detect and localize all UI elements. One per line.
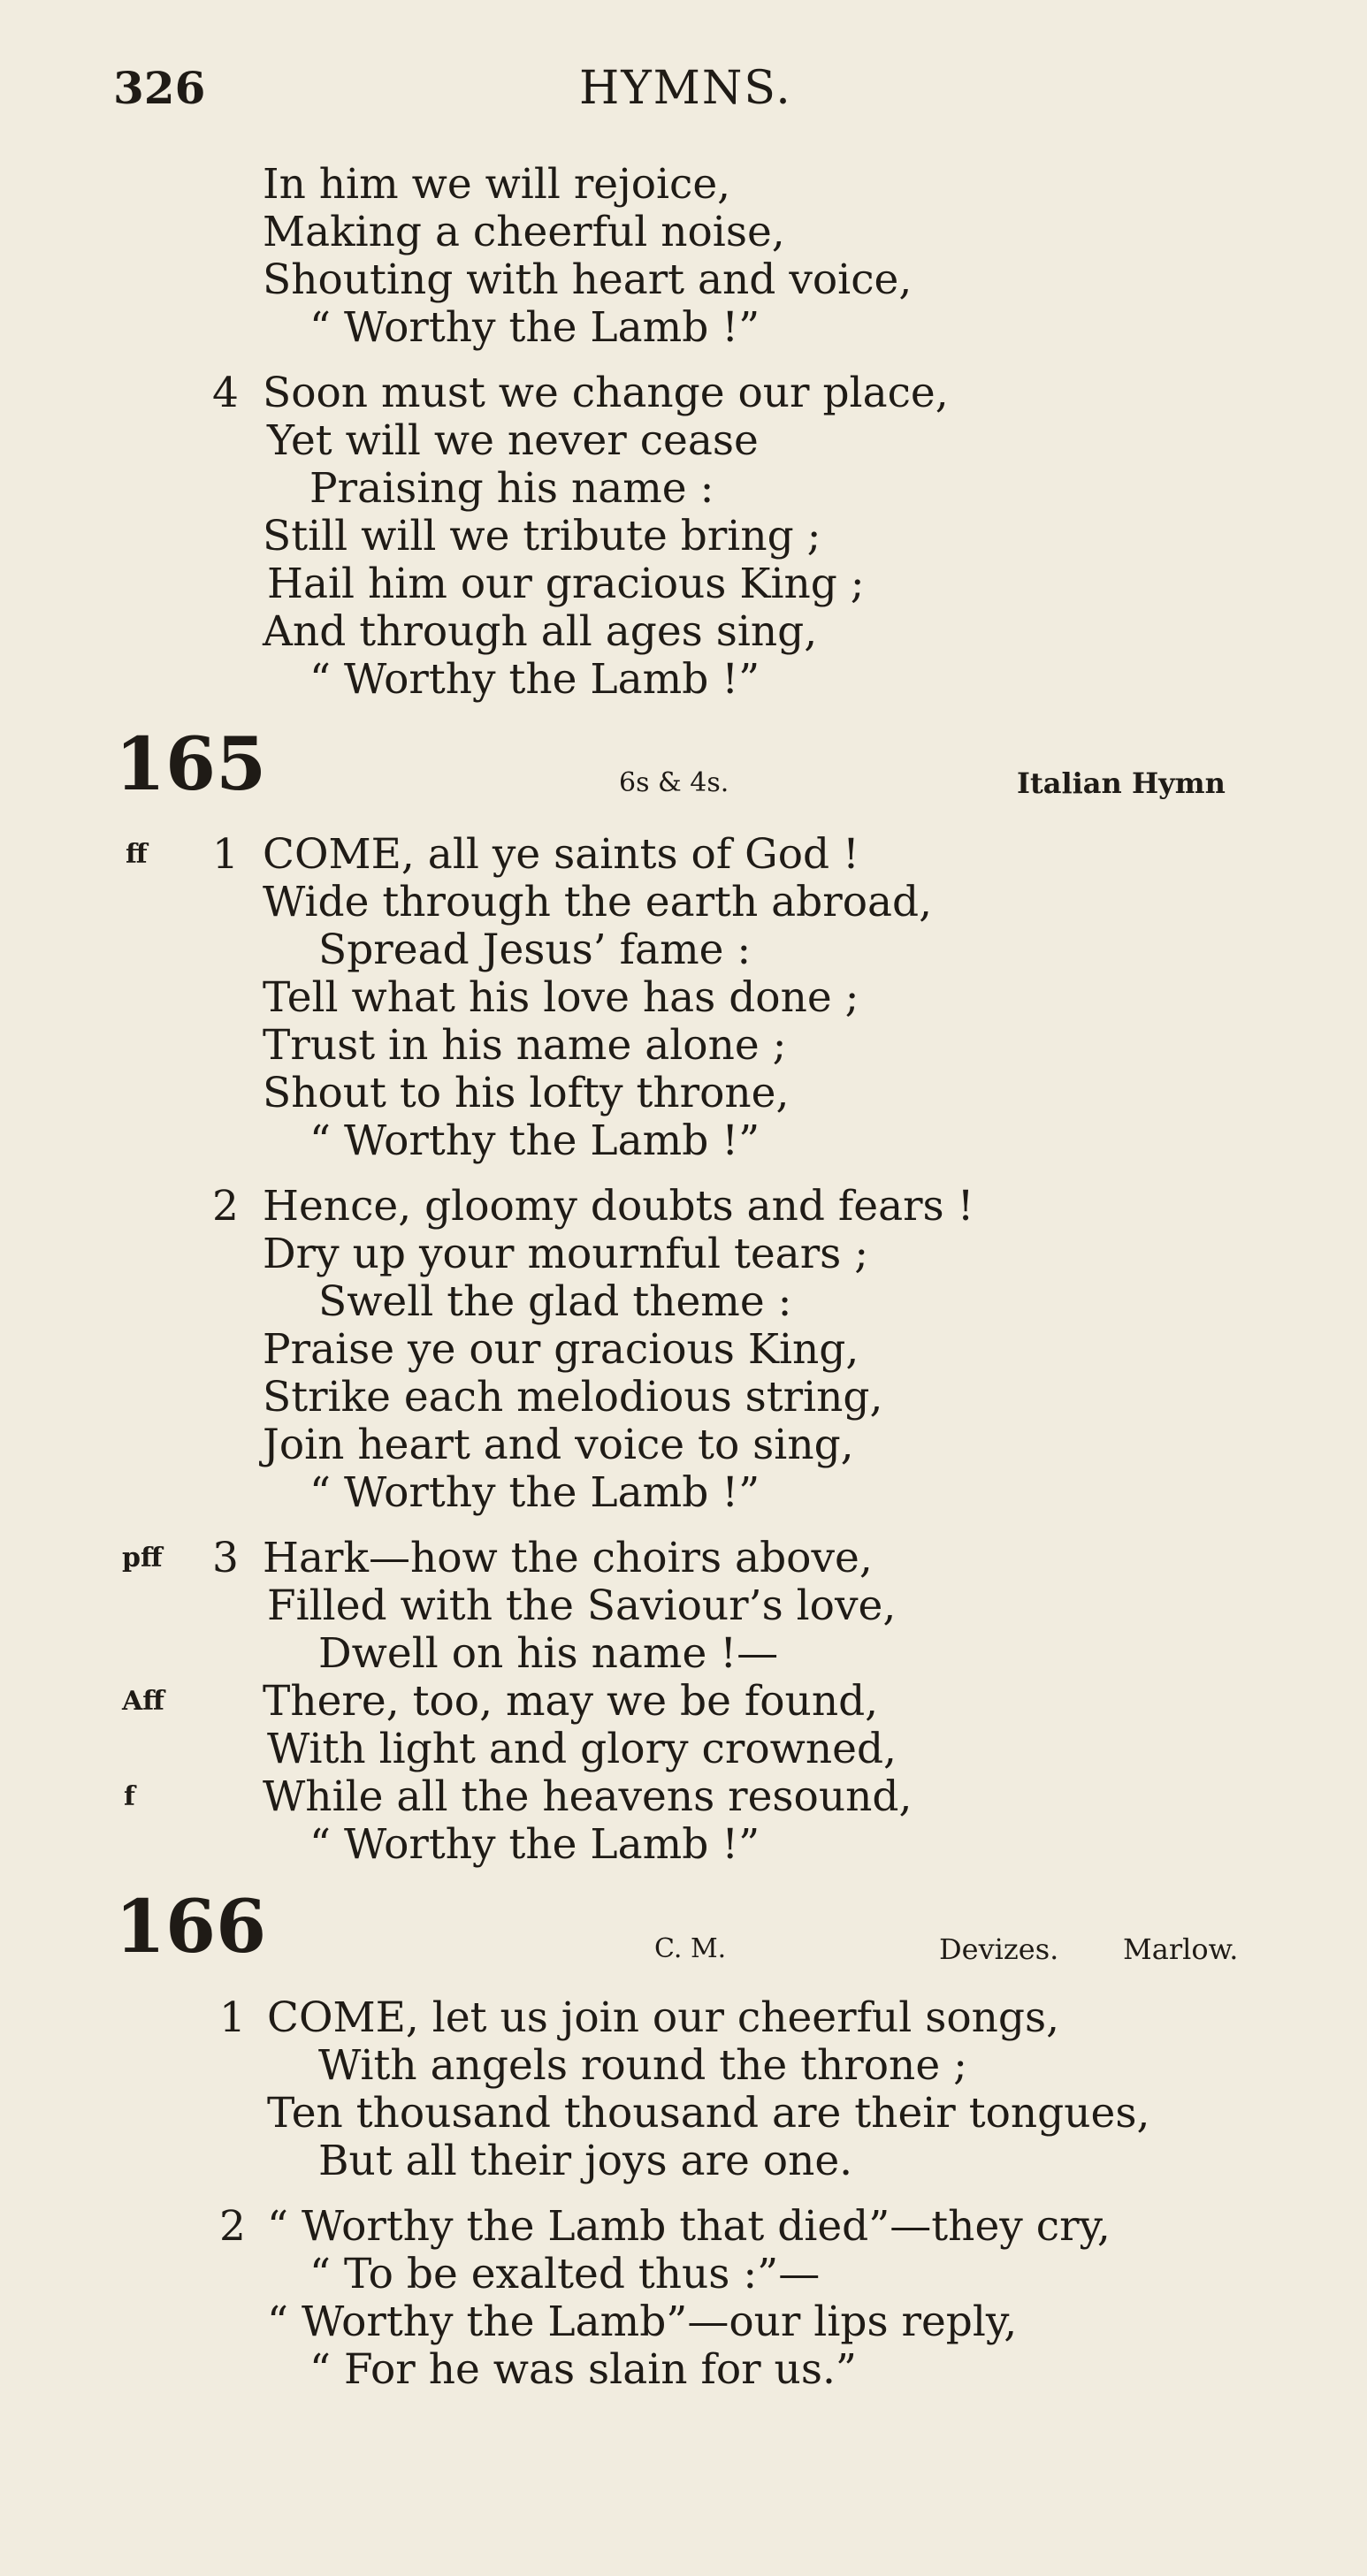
verse-line: Dwell on his name !— <box>318 1629 779 1678</box>
verse-line: Making a cheerful noise, <box>263 208 785 256</box>
verse-line: Shout to his lofty throne, <box>263 1069 790 1117</box>
hymn-meter: C. M. <box>654 1933 727 1964</box>
verse-line: Praise ye our gracious King, <box>263 1325 859 1374</box>
verse-line: With light and glory crowned, <box>267 1725 897 1773</box>
verse-line: “ Worthy the Lamb !” <box>309 1468 760 1517</box>
hymn-number: 165 <box>115 722 267 807</box>
verse-line: “ Worthy the Lamb that died”—they cry, <box>267 2202 1111 2251</box>
verse-number: 1 <box>212 830 239 879</box>
verse-number: 2 <box>219 2202 246 2251</box>
verse-line: Join heart and voice to sing, <box>263 1421 854 1469</box>
verse-line: Wide through the earth abroad, <box>263 878 933 926</box>
verse-line: While all the heavens resound, <box>263 1772 913 1821</box>
dynamic-mark: Aff <box>122 1686 164 1717</box>
verse-line: Trust in his name alone ; <box>263 1021 787 1070</box>
dynamic-mark: pff <box>122 1543 163 1574</box>
verse-line: Swell the glad theme : <box>318 1277 792 1326</box>
verse-line: Dry up your mournful tears ; <box>263 1230 869 1278</box>
verse-line: And through all ages sing, <box>263 607 818 656</box>
tune-name: Devizes. <box>939 1932 1059 1966</box>
verse-number: 2 <box>212 1182 239 1231</box>
verse-line: Hark—how the choirs above, <box>263 1534 873 1582</box>
verse-line: Filled with the Saviour’s love, <box>267 1581 897 1630</box>
tune-name: Italian Hymn <box>1017 766 1226 800</box>
verse-line: “ To be exalted thus :”— <box>309 2250 821 2298</box>
verse-number: 1 <box>219 1993 246 2042</box>
verse-line: But all their joys are one. <box>318 2137 853 2185</box>
verse-line: COME, let us join our cheerful songs, <box>267 1993 1060 2042</box>
verse-line: With angels round the throne ; <box>318 2041 967 2090</box>
verse-line: “ For he was slain for us.” <box>309 2345 857 2394</box>
verse-line: Ten thousand thousand are their tongues, <box>267 2089 1150 2138</box>
page-number: 326 <box>113 62 206 114</box>
hymn-number: 166 <box>115 1885 267 1970</box>
verse-line: Still will we tribute bring ; <box>263 512 821 560</box>
verse-line: Yet will we never cease <box>267 416 759 465</box>
verse-line: COME, all ye saints of God ! <box>263 830 859 879</box>
verse-line: Tell what his love has done ; <box>263 973 859 1022</box>
verse-number: 3 <box>212 1534 239 1582</box>
dynamic-mark: ff <box>126 839 148 870</box>
verse-line: Shouting with heart and voice, <box>263 255 913 304</box>
verse-number: 4 <box>212 369 239 417</box>
verse-line: In him we will rejoice, <box>263 160 731 209</box>
verse-line: “ Worthy the Lamb !” <box>309 1117 760 1165</box>
dynamic-mark: f <box>124 1781 135 1812</box>
verse-line: Spread Jesus’ fame : <box>318 926 752 974</box>
verse-line: There, too, may we be found, <box>263 1677 879 1726</box>
verse-line: Hence, gloomy doubts and fears ! <box>263 1182 974 1231</box>
verse-line: “ Worthy the Lamb”—our lips reply, <box>267 2298 1018 2346</box>
verse-line: Strike each melodious string, <box>263 1373 883 1421</box>
verse-line: “ Worthy the Lamb !” <box>309 1820 760 1869</box>
page-header <box>0 62 1367 124</box>
hymn-meter: 6s & 4s. <box>619 767 729 798</box>
verse-line: “ Worthy the Lamb !” <box>309 303 760 352</box>
verse-line: “ Worthy the Lamb !” <box>309 655 760 704</box>
verse-line: Praising his name : <box>309 464 714 513</box>
verse-line: Soon must we change our place, <box>263 369 949 417</box>
verse-line: Hail him our gracious King ; <box>267 560 865 608</box>
tune-name: Marlow. <box>1123 1932 1239 1966</box>
running-title: HYMNS. <box>579 62 792 115</box>
